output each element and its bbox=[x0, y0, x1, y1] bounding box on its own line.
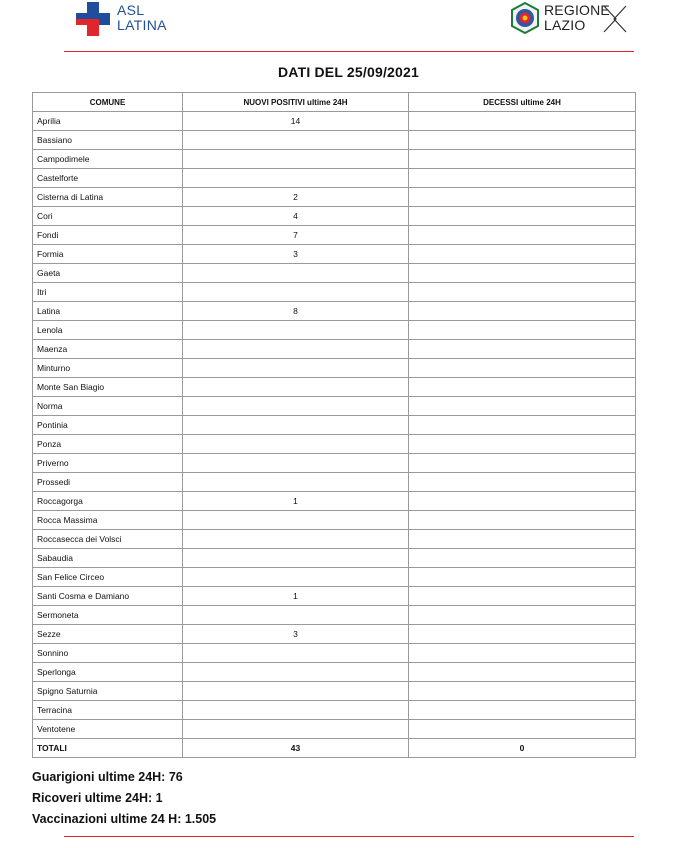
cell-decessi bbox=[409, 245, 636, 264]
table-row bbox=[33, 435, 636, 454]
lazio-chevron-icon bbox=[602, 4, 628, 34]
cell-comune: Campodimele bbox=[33, 150, 183, 169]
cell-comune: Cisterna di Latina bbox=[33, 188, 183, 207]
cell-decessi bbox=[409, 644, 636, 663]
cell-decessi bbox=[409, 226, 636, 245]
cell-positivi bbox=[183, 321, 409, 340]
cell-decessi bbox=[409, 112, 636, 131]
column-header-positivi: NUOVI POSITIVI ultime 24H bbox=[183, 93, 409, 112]
cell-decessi bbox=[409, 549, 636, 568]
cell-positivi bbox=[183, 511, 409, 530]
asl-latina-logo bbox=[76, 2, 176, 38]
cell-decessi bbox=[409, 359, 636, 378]
cell-comune: Sermoneta bbox=[33, 606, 183, 625]
summary-vaccinazioni: Vaccinazioni ultime 24 H: 1.505 bbox=[32, 812, 217, 826]
cell-comune: Gaeta bbox=[33, 264, 183, 283]
cell-comune: Lenola bbox=[33, 321, 183, 340]
summary-ricoveri: Ricoveri ultime 24H: 1 bbox=[32, 791, 163, 805]
cell-positivi: 7 bbox=[183, 226, 409, 245]
cell-positivi bbox=[183, 606, 409, 625]
cell-positivi bbox=[183, 473, 409, 492]
cell-comune: Sezze bbox=[33, 625, 183, 644]
cell-decessi bbox=[409, 397, 636, 416]
table-row bbox=[33, 245, 636, 264]
table-row bbox=[33, 473, 636, 492]
cell-positivi bbox=[183, 359, 409, 378]
cell-positivi: 2 bbox=[183, 188, 409, 207]
cell-comune: Fondi bbox=[33, 226, 183, 245]
table-row bbox=[33, 644, 636, 663]
cell-decessi bbox=[409, 606, 636, 625]
cell-positivi bbox=[183, 397, 409, 416]
table-row bbox=[33, 663, 636, 682]
table-row bbox=[33, 264, 636, 283]
cell-comune: Aprilia bbox=[33, 112, 183, 131]
cell-comune: Monte San Biagio bbox=[33, 378, 183, 397]
cell-decessi bbox=[409, 568, 636, 587]
table-row bbox=[33, 112, 636, 131]
cell-decessi bbox=[409, 416, 636, 435]
cell-decessi bbox=[409, 454, 636, 473]
footer-rule bbox=[64, 836, 634, 837]
cell-comune: Itri bbox=[33, 283, 183, 302]
cell-decessi bbox=[409, 283, 636, 302]
cell-positivi bbox=[183, 644, 409, 663]
cell-positivi: 4 bbox=[183, 207, 409, 226]
cell-positivi bbox=[183, 530, 409, 549]
cell-positivi bbox=[183, 378, 409, 397]
cell-positivi bbox=[183, 454, 409, 473]
cell-positivi bbox=[183, 150, 409, 169]
table-row bbox=[33, 169, 636, 188]
cell-comune: Sperlonga bbox=[33, 663, 183, 682]
table-row bbox=[33, 606, 636, 625]
cell-decessi bbox=[409, 169, 636, 188]
cell-decessi bbox=[409, 530, 636, 549]
cell-decessi bbox=[409, 473, 636, 492]
cell-positivi bbox=[183, 169, 409, 188]
cell-comune: Ponza bbox=[33, 435, 183, 454]
cell-comune: San Felice Circeo bbox=[33, 568, 183, 587]
cell-comune: Pontinia bbox=[33, 416, 183, 435]
cell-decessi bbox=[409, 663, 636, 682]
cell-comune: Minturno bbox=[33, 359, 183, 378]
cell-decessi bbox=[409, 131, 636, 150]
total-label: TOTALI bbox=[33, 739, 183, 758]
cell-positivi: 14 bbox=[183, 112, 409, 131]
cell-decessi bbox=[409, 150, 636, 169]
cell-comune: Norma bbox=[33, 397, 183, 416]
column-header-decessi: DECESSI ultime 24H bbox=[409, 93, 636, 112]
cell-decessi bbox=[409, 587, 636, 606]
cell-decessi bbox=[409, 302, 636, 321]
table-row bbox=[33, 549, 636, 568]
cell-positivi bbox=[183, 435, 409, 454]
total-positivi: 43 bbox=[183, 739, 409, 758]
cell-positivi: 3 bbox=[183, 245, 409, 264]
cell-positivi bbox=[183, 720, 409, 739]
cell-decessi bbox=[409, 188, 636, 207]
cell-comune: Latina bbox=[33, 302, 183, 321]
cell-decessi bbox=[409, 682, 636, 701]
table-row bbox=[33, 416, 636, 435]
table-row bbox=[33, 340, 636, 359]
table-row bbox=[33, 302, 636, 321]
cell-decessi bbox=[409, 511, 636, 530]
cell-positivi bbox=[183, 340, 409, 359]
table-row bbox=[33, 207, 636, 226]
table-total-row bbox=[33, 739, 636, 758]
cell-decessi bbox=[409, 207, 636, 226]
table-row bbox=[33, 625, 636, 644]
cell-positivi bbox=[183, 549, 409, 568]
red-blue-cross-icon bbox=[76, 2, 110, 36]
covid-data-table bbox=[32, 92, 636, 758]
asl-logo-text bbox=[117, 3, 167, 33]
cell-decessi bbox=[409, 720, 636, 739]
regione-lazio-emblem-icon bbox=[510, 2, 540, 34]
cell-decessi bbox=[409, 492, 636, 511]
cell-decessi bbox=[409, 321, 636, 340]
cell-positivi bbox=[183, 131, 409, 150]
cell-decessi bbox=[409, 264, 636, 283]
cell-comune: Castelforte bbox=[33, 169, 183, 188]
cell-positivi: 3 bbox=[183, 625, 409, 644]
cell-decessi bbox=[409, 625, 636, 644]
table-row bbox=[33, 511, 636, 530]
cell-comune: Priverno bbox=[33, 454, 183, 473]
cell-comune: Maenza bbox=[33, 340, 183, 359]
table-row bbox=[33, 568, 636, 587]
cell-decessi bbox=[409, 378, 636, 397]
table-row bbox=[33, 226, 636, 245]
table-header-row bbox=[33, 93, 636, 112]
cell-comune: Rocca Massima bbox=[33, 511, 183, 530]
cell-comune: Sonnino bbox=[33, 644, 183, 663]
table-row bbox=[33, 131, 636, 150]
asl-logo-line1: ASL bbox=[117, 2, 145, 18]
table-row bbox=[33, 492, 636, 511]
cell-positivi bbox=[183, 264, 409, 283]
table-row bbox=[33, 321, 636, 340]
cell-decessi bbox=[409, 435, 636, 454]
table-row bbox=[33, 359, 636, 378]
cell-comune: Sabaudia bbox=[33, 549, 183, 568]
summary-guarigioni: Guarigioni ultime 24H: 76 bbox=[32, 770, 183, 784]
table-row bbox=[33, 720, 636, 739]
cell-positivi bbox=[183, 682, 409, 701]
cell-comune: Roccasecca dei Volsci bbox=[33, 530, 183, 549]
page-title: DATI DEL 25/09/2021 bbox=[277, 64, 420, 80]
cell-positivi bbox=[183, 283, 409, 302]
cell-comune: Formia bbox=[33, 245, 183, 264]
cell-comune: Roccagorga bbox=[33, 492, 183, 511]
table-row bbox=[33, 283, 636, 302]
column-header-comune: COMUNE bbox=[33, 93, 183, 112]
cell-comune: Terracina bbox=[33, 701, 183, 720]
cell-positivi bbox=[183, 568, 409, 587]
asl-logo-line2: LATINA bbox=[117, 17, 167, 33]
cell-positivi: 1 bbox=[183, 587, 409, 606]
table-row bbox=[33, 587, 636, 606]
cell-comune: Bassiano bbox=[33, 131, 183, 150]
table-row bbox=[33, 397, 636, 416]
table-row bbox=[33, 454, 636, 473]
table-row bbox=[33, 682, 636, 701]
cell-comune: Ventotene bbox=[33, 720, 183, 739]
cell-comune: Spigno Saturnia bbox=[33, 682, 183, 701]
cell-comune: Prossedi bbox=[33, 473, 183, 492]
regione-lazio-logo bbox=[510, 2, 630, 36]
cell-positivi: 1 bbox=[183, 492, 409, 511]
cell-decessi bbox=[409, 701, 636, 720]
header-rule bbox=[64, 51, 634, 52]
total-decessi: 0 bbox=[409, 739, 636, 758]
table-row bbox=[33, 188, 636, 207]
table-row bbox=[33, 378, 636, 397]
table-row bbox=[33, 701, 636, 720]
cell-comune: Cori bbox=[33, 207, 183, 226]
summary-block bbox=[32, 767, 216, 830]
cell-decessi bbox=[409, 340, 636, 359]
table-row bbox=[33, 530, 636, 549]
cell-positivi bbox=[183, 701, 409, 720]
lazio-logo-line1: REGIONE bbox=[544, 2, 610, 18]
cell-positivi bbox=[183, 416, 409, 435]
cell-positivi: 8 bbox=[183, 302, 409, 321]
lazio-logo-line2: LAZIO bbox=[544, 17, 586, 33]
table-row bbox=[33, 150, 636, 169]
cell-comune: Santi Cosma e Damiano bbox=[33, 587, 183, 606]
lazio-logo-text bbox=[544, 3, 610, 33]
cell-positivi bbox=[183, 663, 409, 682]
